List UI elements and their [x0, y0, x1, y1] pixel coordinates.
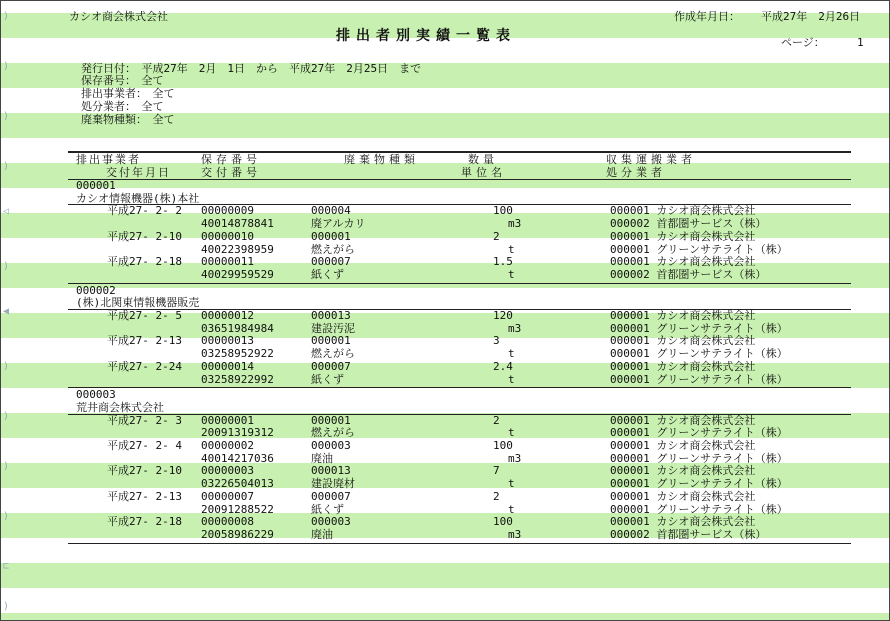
record-save-no: 00000012	[201, 309, 254, 322]
header-top-rule	[68, 151, 851, 153]
record-waste-code: 000013	[311, 464, 351, 478]
group-end-rule	[68, 283, 851, 284]
record-save-no: 00000009	[201, 204, 254, 218]
record-save-no: 00000010	[201, 229, 254, 243]
report-title: 排出者別実績一覧表	[336, 28, 516, 44]
record-issue-no: 40022398959	[201, 242, 274, 256]
record-issue-no: 20091288522	[201, 502, 274, 516]
record-qty: 100	[493, 439, 513, 452]
record-disposer: 000001 グリーンサテライト（株）	[610, 242, 788, 256]
record-date: 平成27- 2-18	[107, 255, 182, 269]
group-end-rule	[68, 543, 851, 544]
record-qty: 120	[493, 309, 513, 322]
record-qty: 2	[493, 413, 500, 427]
criteria-disposer: 処分業者： 全て	[81, 100, 164, 113]
record-date: 平成27- 2-10	[107, 464, 182, 478]
record-unit: t	[508, 477, 515, 491]
record-waste-code: 000001	[311, 229, 351, 243]
record-waste-code: 000013	[311, 309, 351, 322]
record-collector: 000001 カシオ商会株式会社	[610, 359, 756, 373]
criteria-waste: 廃棄物種類： 全て	[81, 113, 175, 126]
record-waste-name: 燃えがら	[311, 347, 355, 361]
record-date: 平成27- 2-13	[107, 489, 182, 503]
record-save-no: 00000011	[201, 255, 254, 269]
record-waste-code: 000007	[311, 489, 351, 503]
record-issue-no: 40029959529	[201, 267, 274, 281]
record-collector: 000001 カシオ商会株式会社	[610, 255, 756, 269]
record-collector: 000001 カシオ商会株式会社	[610, 229, 756, 243]
group-code: 000001	[76, 179, 116, 192]
record-unit: t	[508, 372, 515, 386]
record-date: 平成27- 2- 3	[107, 413, 182, 427]
group-name: カシオ情報機器(株)本社	[76, 191, 200, 205]
record-save-no: 00000001	[201, 413, 254, 427]
record-qty: 2	[493, 229, 500, 243]
record-unit: m3	[508, 321, 522, 335]
record-date: 平成27- 2- 2	[107, 204, 182, 218]
record-date: 平成27- 2-10	[107, 229, 182, 243]
record-unit: t	[508, 242, 515, 256]
record-unit: m3	[508, 217, 522, 231]
record-waste-name: 紙くず	[311, 267, 344, 281]
criteria-date: 発行日付： 平成27年 2月 1日 から 平成27年 2月25日 まで	[81, 62, 422, 75]
record-collector: 000001 カシオ商会株式会社	[610, 515, 756, 529]
record-collector: 000001 カシオ商会株式会社	[610, 309, 756, 322]
record-date: 平成27- 2-24	[107, 359, 182, 373]
record-disposer: 000001 グリーンサテライト（株）	[610, 321, 788, 335]
record-qty: 3	[493, 334, 500, 348]
record-qty: 2.4	[493, 359, 513, 373]
record-issue-no: 03651984984	[201, 321, 274, 335]
record-collector: 000001 カシオ商会株式会社	[610, 334, 756, 348]
criteria-save: 保存番号： 全て	[81, 74, 164, 87]
record-qty: 100	[493, 515, 513, 529]
col-qty: 数量	[468, 153, 498, 166]
record-save-no: 00000003	[201, 464, 254, 478]
record-unit: t	[508, 502, 515, 516]
record-unit: t	[508, 426, 515, 440]
record-qty: 7	[493, 464, 500, 478]
header-bottom-rule	[68, 179, 851, 180]
record-waste-name: 廃油	[311, 451, 333, 465]
record-save-no: 00000008	[201, 515, 254, 529]
page-label: ページ：	[781, 36, 825, 49]
record-issue-no: 40014878841	[201, 217, 274, 231]
record-date: 平成27- 2- 4	[107, 439, 182, 452]
col-issue-no: 交付番号	[201, 166, 261, 179]
record-issue-no: 20091319312	[201, 426, 274, 440]
record-waste-name: 廃油	[311, 527, 333, 541]
record-issue-no: 03226504013	[201, 477, 274, 491]
group-end-rule	[68, 387, 851, 388]
record-unit: m3	[508, 527, 522, 541]
record-disposer: 000001 グリーンサテライト（株）	[610, 347, 788, 361]
record-date: 平成27- 2- 5	[107, 309, 182, 322]
record-waste-code: 000003	[311, 515, 351, 529]
record-qty: 100	[493, 204, 513, 218]
record-issue-no: 20058986229	[201, 527, 274, 541]
record-disposer: 000002 首都圏サービス（株）	[610, 527, 767, 541]
record-save-no: 00000007	[201, 489, 254, 503]
record-waste-code: 000007	[311, 255, 351, 269]
date-value: 平成27年 2月26日	[761, 10, 861, 23]
record-save-no: 00000013	[201, 334, 254, 348]
record-disposer: 000001 グリーンサテライト（株）	[610, 426, 788, 440]
record-save-no: 00000002	[201, 439, 254, 452]
record-qty: 1.5	[493, 255, 513, 269]
record-collector: 000001 カシオ商会株式会社	[610, 204, 756, 218]
col-issue-date: 交付年月日	[106, 166, 171, 179]
record-waste-code: 000001	[311, 334, 351, 348]
date-label: 作成年月日：	[674, 10, 740, 23]
criteria-emitter: 排出事業者： 全て	[81, 87, 175, 100]
record-disposer: 000001 グリーンサテライト（株）	[610, 502, 788, 516]
record-waste-code: 000007	[311, 359, 351, 373]
record-waste-name: 燃えがら	[311, 242, 355, 256]
record-waste-name: 紙くず	[311, 502, 344, 516]
record-issue-no: 40014217036	[201, 451, 274, 465]
record-unit: t	[508, 267, 515, 281]
record-qty: 2	[493, 489, 500, 503]
group-code: 000003	[76, 388, 116, 402]
col-emitter: 排出事業者	[76, 153, 141, 166]
col-unit: 単位名	[461, 166, 506, 179]
record-waste-code: 000003	[311, 439, 351, 452]
record-waste-name: 建設汚泥	[311, 321, 355, 335]
record-disposer: 000002 首都圏サービス（株）	[610, 217, 767, 231]
record-waste-code: 000001	[311, 413, 351, 427]
record-disposer: 000002 首都圏サービス（株）	[610, 267, 767, 281]
record-waste-name: 廃アルカリ	[311, 217, 366, 231]
record-collector: 000001 カシオ商会株式会社	[610, 413, 756, 427]
report-page: カシオ商会株式会社 作成年月日： 平成27年 2月26日 排出者別実績一覧表 ページ： 1 発行日付： 平成27年 2月 1日 から 平成27年 2月25日 まで 保存番号： 全て 排出事業者： 全て 処分業者： 全て 廃棄物種類： 全て 排出事業者 交付年月日 保存番号 交付番号 廃棄物種類 数量 単位名 収集運搬業者 処分業者 000001 カシオ情報機器(株)本社 平成27- 2- 2 00000009 000004 100 000001 カシオ商会株式会社 40014878841 廃アルカリ m3 000002 首都圏サービス（株） 平成27- 2-10 00000010 000001 2 000001 カシオ商会株式会社 40022398959 燃えがら t 000001 グリーンサテライト（株） 平成27- 2-18 00000011 000007 1.5 000001 カシオ商会株式会社 40029959529 紙くず t 000002 首都圏サービス（株） 000002 (株)北関東情報機器販売 平成27- 2- 5 00000012 000013 120 000001 カシオ商会株式会社 03651984984 建設汚泥 m3 000001 グリーンサテライト（株） 平成27- 2-13 00000013 000001 3 000001 カシオ商会株式会社 03258952922 燃えがら t 000001 グリーンサテライト（株） 平成27- 2-24 00000014 000007 2.4 000001 カシオ商会株式会社 03258922992 紙くず t 000001 グリーンサテライト（株） 000003 荒井商会株式会社 平成27- 2- 3 00000001 000001 2 000001 カシオ商会株式会社 20091319312 燃えがら t 000001 グリーンサテライト（株） 平成27- 2- 4 00000002 000003 100 000001 カシオ商会株式会社 40014217036 廃油 m3 000001 グリーンサテライト（株） 平成27- 2-10 00000003 000013 7 000001 カシオ商会株式会社 03226504013 建設廃材 t 000001 グリーンサテライト（株） 平成27- 2-13 00000007 000007 2 000001 カシオ商会株式会社 20091288522 紙くず t 000001 グリーンサテライト（株） 平成27- 2-18 00000008 000003 100 000001 カシオ商会株式会社 20058986229 廃油 m3 000002 首都圏サービス（株） ) ) ) ) ◁ ) ◀ ) ) ) ) ⊏ )	[0, 0, 890, 621]
record-disposer: 000001 グリーンサテライト（株）	[610, 477, 788, 491]
record-unit: m3	[508, 451, 522, 465]
record-issue-no: 03258952922	[201, 347, 274, 361]
record-date: 平成27- 2-18	[107, 515, 182, 529]
group-name: (株)北関東情報機器販売	[76, 296, 200, 310]
col-collector: 収集運搬業者	[606, 153, 696, 166]
record-waste-name: 紙くず	[311, 372, 344, 386]
record-disposer: 000001 グリーンサテライト（株）	[610, 451, 788, 465]
group-name: 荒井商会株式会社	[76, 400, 164, 414]
col-save-no: 保存番号	[201, 153, 261, 166]
record-collector: 000001 カシオ商会株式会社	[610, 439, 756, 452]
record-waste-name: 燃えがら	[311, 426, 355, 440]
record-unit: t	[508, 347, 515, 361]
record-collector: 000001 カシオ商会株式会社	[610, 489, 756, 503]
col-disposer: 処分業者	[606, 166, 666, 179]
record-waste-name: 建設廃材	[311, 477, 355, 491]
record-disposer: 000001 グリーンサテライト（株）	[610, 372, 788, 386]
company-name: カシオ商会株式会社	[69, 10, 168, 23]
record-save-no: 00000014	[201, 359, 254, 373]
page-number: 1	[857, 36, 864, 49]
record-collector: 000001 カシオ商会株式会社	[610, 464, 756, 478]
record-issue-no: 03258922992	[201, 372, 274, 386]
record-waste-code: 000004	[311, 204, 351, 218]
group-code: 000002	[76, 283, 116, 297]
col-waste-type: 廃棄物種類	[344, 153, 419, 166]
record-date: 平成27- 2-13	[107, 334, 182, 348]
